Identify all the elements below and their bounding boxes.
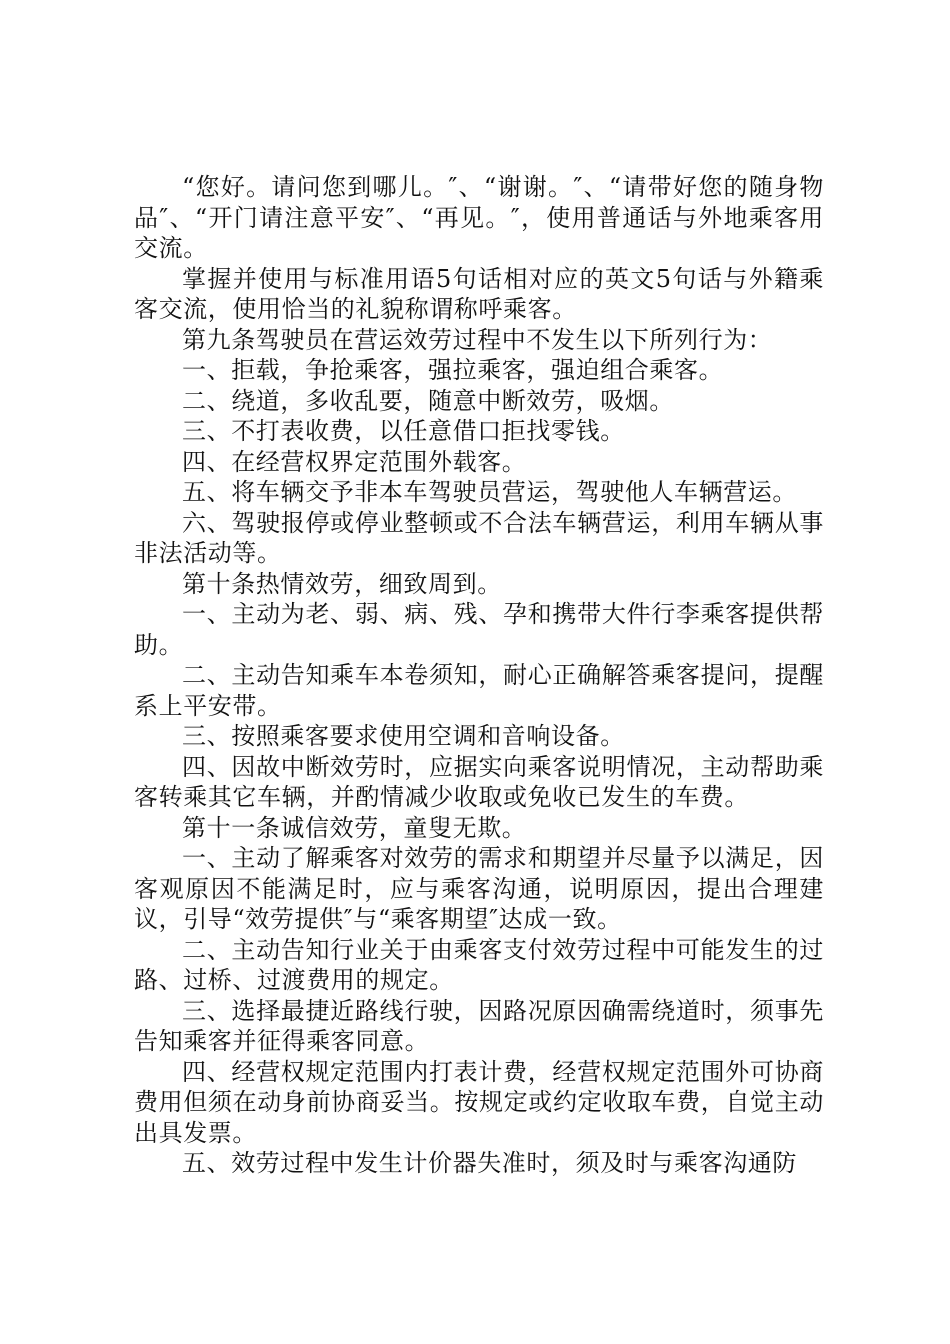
article-heading: 第十一条诚信效劳，童叟无欺。 xyxy=(182,813,527,842)
list-item: 五、效劳过程中发生计价器失准时，须及时与乘客沟通防 xyxy=(182,1149,797,1177)
list-item: 五、将车辆交予非本车驾驶员营运，驾驶他人车辆营运。 xyxy=(182,478,797,506)
paragraph: 掌握并使用与标准用语5句话相对应的英文5句话与外籍乘客交流，使用恰当的礼貌称谓称呼乘客。 xyxy=(134,264,824,323)
list-item: 六、驾驶报停或停业整顿或不合法车辆营运，利用车辆从事非法活动等。 xyxy=(134,508,824,567)
list-item: 三、按照乘客要求使用空调和音响设备。 xyxy=(182,722,625,750)
list-item: 三、不打表收费，以任意借口拒找零钱。 xyxy=(182,417,625,445)
article-heading: 第十条热情效劳，细致周到。 xyxy=(182,569,502,598)
list-item: 三、选择最捷近路线行驶，因路况原因确需绕道时，须事先告知乘客并征得乘客同意。 xyxy=(134,996,824,1055)
article-heading: 第九条驾驶员在营运效劳过程中不发生以下所列行为： xyxy=(182,325,773,354)
list-item: 一、拒载，争抢乘客，强拉乘客，强迫组合乘客。 xyxy=(182,356,724,384)
list-item: 二、主动告知乘车本卷须知，耐心正确解答乘客提问，提醒系上平安带。 xyxy=(134,661,824,720)
list-item: 一、主动了解乘客对效劳的需求和期望并尽量予以满足，因客观原因不能满足时，应与乘客沟通，说明原因，提出合理建议，引导“效劳提供″与“乘客期望″达成一致。 xyxy=(134,844,824,933)
list-item: 二、主动告知行业关于由乘客支付效劳过程中可能发生的过路、过桥、过渡费用的规定。 xyxy=(134,935,824,994)
list-item: 二、绕道，多收乱要，随意中断效劳，吸烟。 xyxy=(182,386,674,415)
list-item: 一、主动为老、弱、病、残、孕和携带大件行李乘客提供帮助。 xyxy=(134,600,824,659)
list-item: 四、经营权规定范围内打表计费，经营权规定范围外可协商费用但须在动身前协商妥当。按规定或约定收取车费，自觉主动出具发票。 xyxy=(134,1057,824,1147)
document-body xyxy=(134,172,824,1179)
list-item: 四、在经营权界定范围外载客。 xyxy=(182,447,527,476)
paragraph: “您好。请问您到哪儿。″、“谢谢。″、“请带好您的随身物品″、“开门请注意平安″、“再见。″，使用普通话与外地乘客用交流。 xyxy=(134,173,824,262)
list-item: 四、因故中断效劳时，应据实向乘客说明情况，主动帮助乘客转乘其它车辆，并酌情减少收取或免收已发生的车费。 xyxy=(134,752,824,811)
